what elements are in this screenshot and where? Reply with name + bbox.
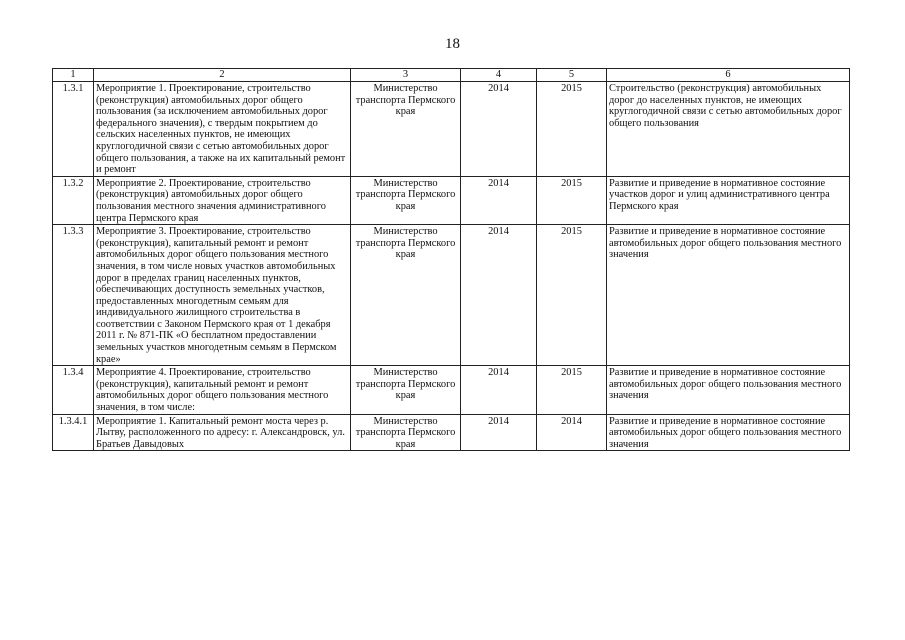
activity-description: Мероприятие 3. Проектирование, строительство (реконструкция), капитальный ремонт и ремонт автомобильных дорог общего пользования местного значения, в том числе новых участков автомобильных дорог в пределах границ населенных пунктов, обеспечивающих доступность земельных участков, предоставленных многодетным семьям для индивидуального жилищного строительства в соответствии с Законом Пермского края от 1 декабря 2011 г. № 871-ПК «О бесплатном предоставлении земельных участков многодетным семьям в Пермском крае» bbox=[94, 225, 351, 366]
header-col-6: 6 bbox=[607, 69, 850, 82]
responsible-executor: Министерство транспорта Пермского края bbox=[351, 225, 461, 366]
header-col-5: 5 bbox=[537, 69, 607, 82]
header-col-4: 4 bbox=[461, 69, 537, 82]
row-number: 1.3.3 bbox=[53, 225, 94, 366]
end-year: 2015 bbox=[537, 82, 607, 177]
table-header-row bbox=[53, 69, 850, 82]
table-row bbox=[53, 366, 850, 414]
responsible-executor: Министерство транспорта Пермского края bbox=[351, 414, 461, 451]
start-year: 2014 bbox=[461, 366, 537, 414]
table-row bbox=[53, 414, 850, 451]
expected-result: Развитие и приведение в нормативное состояние автомобильных дорог общего пользования местного значения bbox=[607, 225, 850, 366]
responsible-executor: Министерство транспорта Пермского края bbox=[351, 366, 461, 414]
expected-result: Развитие и приведение в нормативное состояние участков дорог и улиц административного центра Пермского края bbox=[607, 176, 850, 224]
end-year: 2015 bbox=[537, 225, 607, 366]
activity-description: Мероприятие 1. Проектирование, строительство (реконструкция) автомобильных дорог общего пользования (за исключением автомобильных дорог федерального значения), с твердым покрытием до сельских населенных пунктов, не имеющих круглогодичной связи с сетью автомобильных дорог общего пользования, а также на их капитальный ремонт и ремонт bbox=[94, 82, 351, 177]
activity-description: Мероприятие 1. Капитальный ремонт моста через р. Лытву, расположенного по адресу: г. Александровск, ул. Братьев Давыдовых bbox=[94, 414, 351, 451]
expected-result: Развитие и приведение в нормативное состояние автомобильных дорог общего пользования местного значения bbox=[607, 414, 850, 451]
activity-description: Мероприятие 4. Проектирование, строительство (реконструкция), капитальный ремонт и ремонт автомобильных дорог общего пользования местного значения, в том числе: bbox=[94, 366, 351, 414]
start-year: 2014 bbox=[461, 82, 537, 177]
start-year: 2014 bbox=[461, 414, 537, 451]
start-year: 2014 bbox=[461, 176, 537, 224]
activity-description: Мероприятие 2. Проектирование, строительство (реконструкция) автомобильных дорог общего пользования местного значения административного центра Пермского края bbox=[94, 176, 351, 224]
page-number: 18 bbox=[445, 36, 460, 52]
header-col-2: 2 bbox=[94, 69, 351, 82]
header-col-3: 3 bbox=[351, 69, 461, 82]
table-row bbox=[53, 82, 850, 177]
table-row bbox=[53, 225, 850, 366]
program-activities-table bbox=[52, 68, 850, 451]
row-number: 1.3.4 bbox=[53, 366, 94, 414]
end-year: 2015 bbox=[537, 176, 607, 224]
expected-result: Развитие и приведение в нормативное состояние автомобильных дорог общего пользования местного значения bbox=[607, 366, 850, 414]
expected-result: Строительство (реконструкция) автомобильных дорог до населенных пунктов, не имеющих круглогодичной связи с сетью автомобильных дорог общего пользования bbox=[607, 82, 850, 177]
start-year: 2014 bbox=[461, 225, 537, 366]
responsible-executor: Министерство транспорта Пермского края bbox=[351, 176, 461, 224]
row-number: 1.3.2 bbox=[53, 176, 94, 224]
table-row bbox=[53, 176, 850, 224]
end-year: 2014 bbox=[537, 414, 607, 451]
row-number: 1.3.4.1 bbox=[53, 414, 94, 451]
row-number: 1.3.1 bbox=[53, 82, 94, 177]
responsible-executor: Министерство транспорта Пермского края bbox=[351, 82, 461, 177]
end-year: 2015 bbox=[537, 366, 607, 414]
header-col-1: 1 bbox=[53, 69, 94, 82]
